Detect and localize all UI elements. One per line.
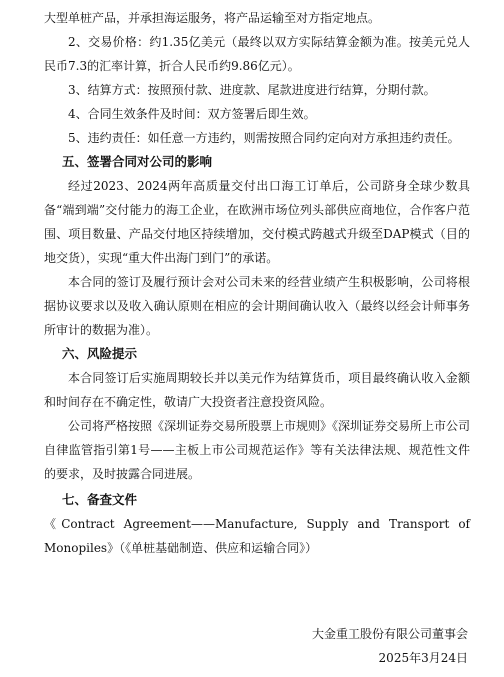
section-6-paragraph-1: 本合同签订后实施周期较长并以美元作为结算货币，项目最终确认收入金额和时间存在不确定性，敬请广大投资者注意投资风险。: [44, 371, 470, 409]
signature-block: [312, 622, 468, 670]
term-effective: 4、合同生效条件及时间：双方签署后即生效。: [68, 107, 316, 121]
continued-paragraph: 大型单桩产品，并承担海运服务，将产品运输至对方指定地点。: [44, 11, 381, 25]
term-liability: 5、违约责任：如任意一方违约，则需按照合同约定向对方承担违约责任。: [68, 131, 460, 145]
term-price: 2、交易价格：约1.35亿美元（最终以双方实际结算金额为准。按美元兑人民币7.3的汇率计算，折合人民币约9.86亿元）。: [44, 35, 470, 73]
signature-date: 2025年3月24日: [378, 651, 468, 665]
section-7-heading: 七、备查文件: [62, 492, 138, 507]
term-settlement: 3、结算方式：按照预付款、进度款、尾款进度进行结算，分期付款。: [68, 83, 436, 97]
section-5-heading: 五、签署合同对公司的影响: [62, 154, 213, 169]
section-5-paragraph-1: 经过2023、2024两年高质量交付出口海工订单后，公司跻身全球少数具备“端到端”交付能力的海工企业，在欧洲市场位列头部供应商地位，合作客户范围、项目数量、产品交付地区持续增加，交付模式跨越式升级至DAP模式（目的地交货），实现“重大件出海门到门”的承诺。: [44, 179, 470, 265]
reference-document: 《Contract Agreement——Manufacture, Supply and Transport of Monopiles》（《单桩基础制造、供应和运输合同》）: [44, 517, 470, 555]
section-6-heading: 六、风险提示: [62, 346, 138, 361]
section-5-paragraph-2: 本合同的签订及履行预计会对公司未来的经营业绩产生积极影响，公司将根据协议要求以及收入确认原则在相应的会计期间确认收入（最终以经会计师事务所审计的数据为准）。: [44, 275, 470, 337]
section-6-paragraph-2: 公司将严格按照《深圳证券交易所股票上市规则》《深圳证券交易所上市公司自律监管指引第1号——主板上市公司规范运作》等有关法律法规、规范性文件的要求，及时披露合同进展。: [44, 419, 471, 481]
signature-organization: 大金重工股份有限公司董事会: [311, 627, 468, 641]
